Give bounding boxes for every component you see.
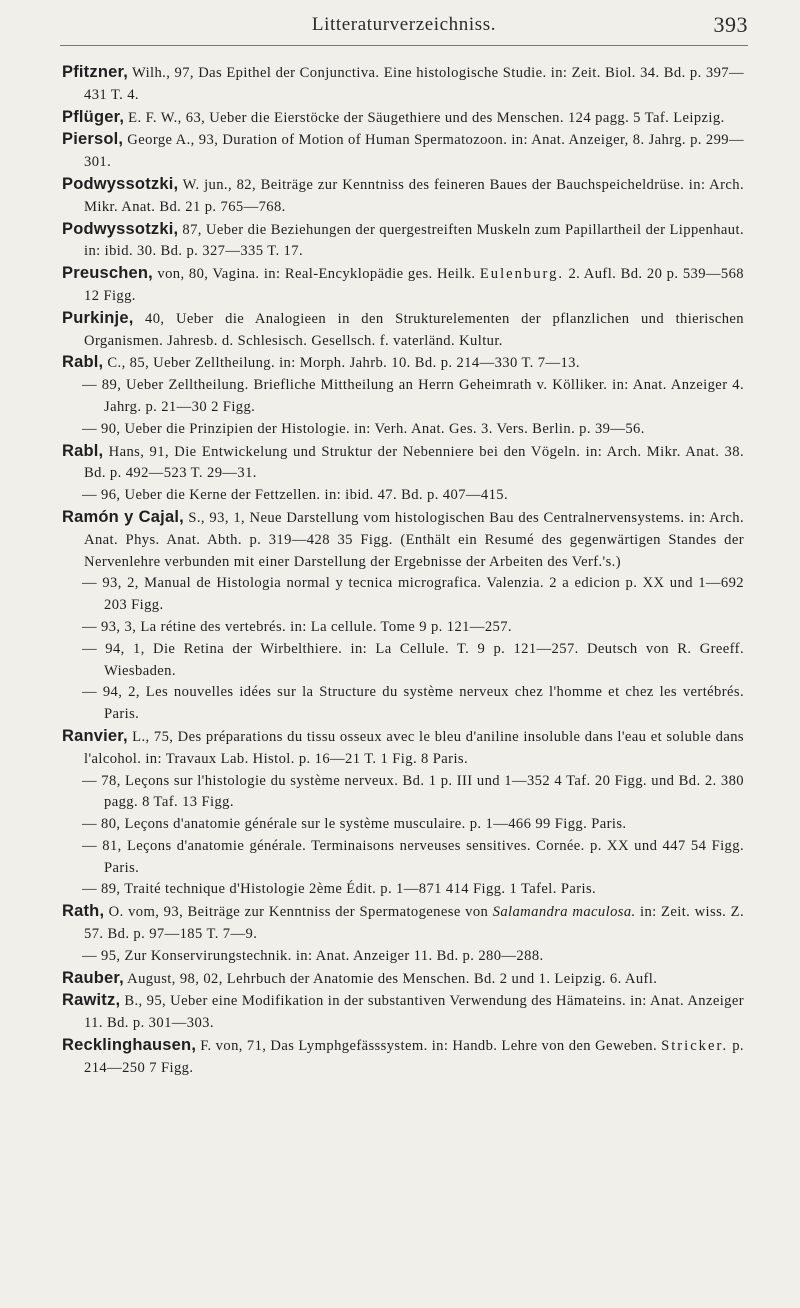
entry-author: Piersol, — [62, 130, 124, 149]
bibliography-entry — [62, 174, 744, 219]
entry-text: George A., 93, Duration of Motion of Human Spermatozoon. in: Anat. Anzeiger, 8. Jahrg. p. 299—301. — [84, 132, 744, 171]
entry-author: Pflüger, — [62, 107, 125, 126]
entry-text: F. von, 71, Das Lymphgefässsystem. in: Handb. Lehre von den Geweben. — [196, 1038, 662, 1055]
entry-author: Purkinje, — [62, 308, 134, 327]
bibliography-subentry — [62, 879, 744, 901]
bibliography-subentry — [62, 485, 744, 507]
entry-author: Podwyssotzki, — [62, 219, 179, 238]
entry-text: — 90, Ueber die Prinzipien der Histologie. in: Verh. Anat. Ges. 3. Vers. Berlin. p. 39—56. — [82, 420, 645, 437]
bibliography-entry — [62, 901, 744, 946]
bibliography-entry — [62, 968, 744, 991]
bibliography-entry — [62, 1035, 744, 1080]
entry-text: L., 75, Des préparations du tissu osseux avec le bleu d'aniline insoluble dans l'eau et soluble dans l'alcohol. in: Travaux Lab. Histol. p. 16—21 T. 1 Fig. 8 Paris. — [84, 728, 744, 767]
bibliography-subentry — [62, 771, 744, 815]
entry-author: Ramón y Cajal, — [62, 507, 184, 526]
entry-text: — 89, Traité technique d'Histologie 2ème Édit. p. 1—871 414 Figg. 1 Tafel. Paris. — [82, 881, 597, 898]
bibliography-subentry — [62, 639, 744, 683]
entry-text: B., 95, Ueber eine Modifikation in der substantiven Verwendung des Hämateins. in: Anat. Anzeiger 11. Bd. p. 301—303. — [84, 993, 744, 1032]
entry-text: W. jun., 82, Beiträge zur Kenntniss des feineren Baues der Bauchspeicheldrüse. in: Arch. Mikr. Anat. Bd. 21 p. 765—768. — [84, 176, 744, 215]
bibliography-entry — [62, 352, 744, 375]
entry-text: — 95, Zur Konservirungstechnik. in: Anat. Anzeiger 11. Bd. p. 280—288. — [82, 947, 544, 964]
entry-text: E. F. W., 63, Ueber die Eierstöcke der Säugethiere und des Menschen. 124 pagg. 5 Taf. Leipzig. — [124, 109, 725, 126]
entry-text: — 96, Ueber die Kerne der Fettzellen. in: ibid. 47. Bd. p. 407—415. — [82, 487, 509, 504]
entry-text: Hans, 91, Die Entwickelung und Struktur der Nebenniere bei den Vögeln. in: Arch. Mikr. Anat. 38. Bd. p. 492—523 T. 29—31. — [84, 443, 744, 482]
entry-text: August, 98, 02, Lehrbuch der Anatomie des Menschen. Bd. 2 und 1. Leipzig. 6. Aufl. — [123, 970, 658, 987]
entry-text: — 94, 2, Les nouvelles idées sur la Structure du système nerveux chez l'homme et chez les vertébrés. Paris. — [82, 684, 744, 723]
entry-text: von, 80, Vagina. in: Real-Encyklopädie ges. Heilk. — [152, 266, 480, 283]
bibliography-entry — [62, 507, 744, 573]
entry-text: 87, Ueber die Beziehungen der quergestreiften Muskeln zum Papillartheil der Lippenhaut. in: ibid. 30. Bd. p. 327—335 T. 17. — [84, 221, 744, 260]
bibliography-entry — [62, 62, 744, 107]
entry-text: — 81, Leçons d'anatomie générale. Terminaisons nerveuses sensitives. Cornée. p. XX und 447 54 Figg. Paris. — [82, 837, 744, 876]
running-title: Litteraturverzeichniss. — [311, 14, 497, 35]
bibliography-entry — [62, 129, 744, 174]
bibliography-entry — [62, 107, 744, 130]
entry-author: Rabl, — [62, 353, 104, 372]
bibliography-entry — [62, 726, 744, 771]
bibliography-subentry — [62, 946, 744, 968]
entry-author: Rath, — [62, 902, 105, 921]
entry-author: Preuschen, — [62, 264, 153, 283]
bibliography-entry — [62, 219, 744, 264]
entry-author: Rawitz, — [62, 991, 121, 1010]
bibliography-subentry — [62, 419, 744, 441]
page-number: 393 — [713, 12, 748, 37]
entry-text-tail: in: Zeit. wiss. Z. 57. Bd. p. 97—185 T. 7—9. — [84, 904, 744, 943]
entry-author: Pfitzner, — [62, 63, 128, 81]
entry-text: — 94, 1, Die Retina der Wirbelthiere. in: La Cellule. T. 9 p. 121—257. Deutsch von R. Greeff. Wiesbaden. — [82, 640, 744, 679]
entry-text: — 93, 2, Manual de Histologia normal y tecnica micrografica. Valenzia. 2 a edicion p. XX und 1—692 203 Figg. — [82, 575, 744, 614]
bibliography-subentry — [62, 617, 744, 639]
entry-author: Rabl, — [62, 441, 104, 460]
entry-text: C., 85, Ueber Zelltheilung. in: Morph. Jahrb. 10. Bd. p. 214—330 T. 7—13. — [103, 355, 580, 372]
entry-text: — 80, Leçons d'anatomie générale sur le système musculaire. p. 1—466 99 Figg. Paris. — [82, 816, 627, 833]
entry-author: Recklinghausen, — [62, 1036, 197, 1055]
bibliography-entry — [62, 441, 744, 486]
entry-text: — 78, Leçons sur l'histologie du système nerveux. Bd. 1 p. III und 1—352 4 Taf. 20 Figg. und Bd. 2. 380 pagg. 8 Taf. 13 Figg. — [82, 772, 744, 811]
entry-author: Rauber, — [62, 968, 124, 987]
entry-text: O. vom, 93, Beiträge zur Kenntniss der Spermatogenese von — [104, 904, 493, 921]
page-header — [60, 12, 748, 52]
bibliography-subentry — [62, 573, 744, 617]
bibliography-entry — [62, 263, 744, 308]
bibliography-subentry — [62, 814, 744, 836]
entry-species-name: Salamandra maculosa. — [492, 904, 636, 921]
bibliography-entry — [62, 990, 744, 1035]
bibliography-list — [62, 62, 744, 1080]
entry-text: — 93, 3, La rétine des vertebrés. in: La cellule. Tome 9 p. 121—257. — [82, 618, 512, 635]
bibliography-entry — [62, 308, 744, 353]
entry-text: S., 93, 1, Neue Darstellung vom histologischen Bau des Centralnervensystems. in: Arch. Anat. Phys. Anat. Abth. p. 319—428 35 Figg. (Enthält ein Resumé des gegenwärtigen Standes der Nervenlehre verbunden mit einer Darstellung der Ergebnisse der Arbeiten des Verf.'s.) — [84, 509, 744, 570]
entry-text: — 89, Ueber Zelltheilung. Briefliche Mittheilung an Herrn Geheimrath v. Kölliker. in: Anat. Anzeiger 4. Jahrg. p. 21—30 2 Figg. — [82, 377, 744, 415]
entry-author: Podwyssotzki, — [62, 174, 179, 193]
entry-text: 40, Ueber die Analogieen in den Strukturelementen der pflanzlichen und thierischen Organismen. Jahresb. d. Schlesisch. Gesellsch. f. vaterländ. Kultur. — [84, 310, 744, 349]
entry-author: Ranvier, — [62, 726, 128, 745]
entry-text: Wilh., 97, Das Epithel der Conjunctiva. Eine histologische Studie. in: Zeit. Biol. 34. Bd. p. 397—431 T. 4. — [84, 65, 744, 103]
entry-editor: Eulenburg. — [479, 266, 565, 283]
bibliography-subentry — [62, 682, 744, 726]
entry-text-tail: p. 214—250 7 Figg. — [84, 1038, 744, 1076]
entry-editor: Stricker. — [661, 1038, 729, 1055]
entry-text-tail: 2. Aufl. Bd. 20 p. 539—568 12 Figg. — [84, 266, 744, 304]
bibliography-subentry — [62, 375, 744, 419]
bibliography-subentry — [62, 836, 744, 880]
header-rule — [60, 45, 748, 46]
